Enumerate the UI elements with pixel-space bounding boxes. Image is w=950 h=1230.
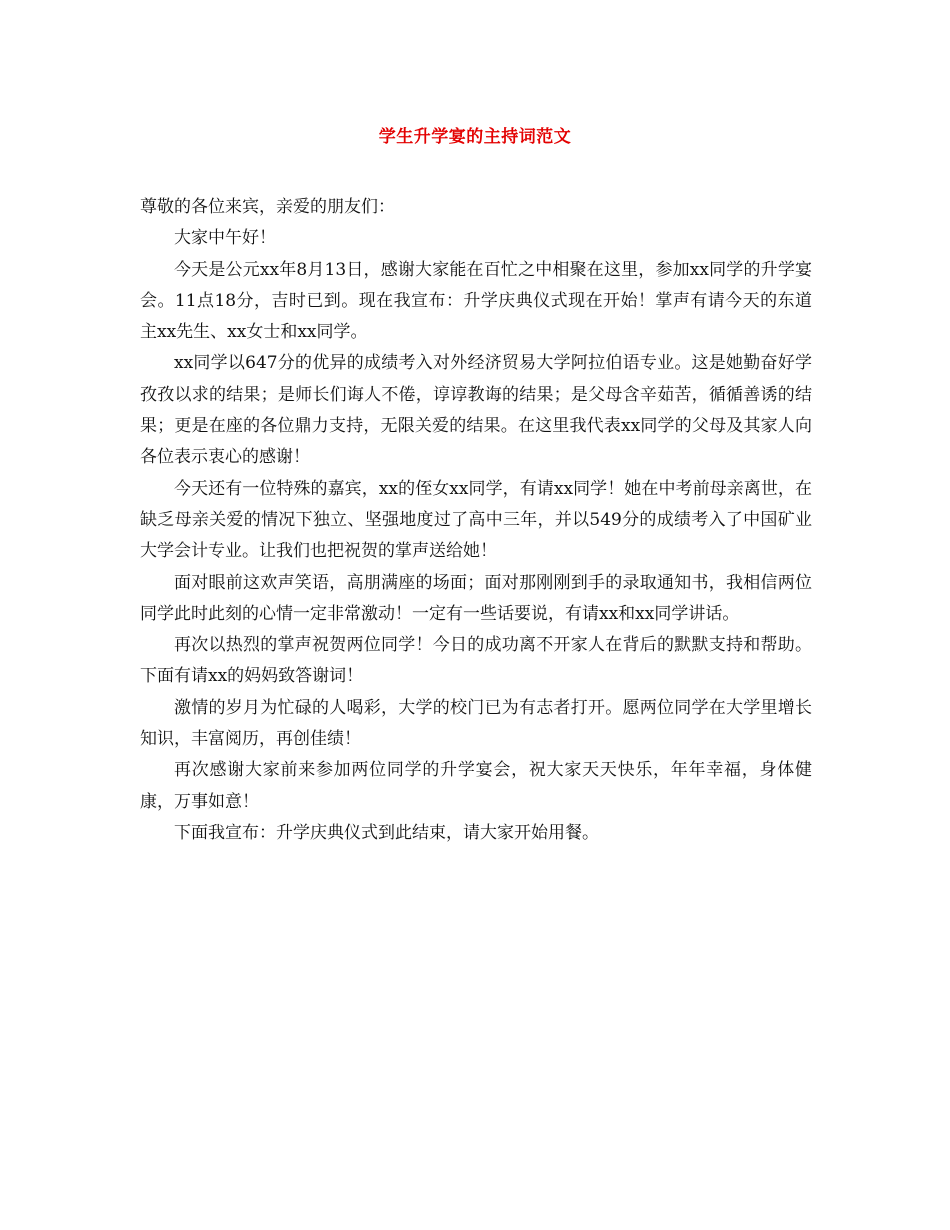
paragraph-speech-invite: 面对眼前这欢声笑语，高朋满座的场面；面对那刚刚到手的录取通知书，我相信两位同学此时此刻的心情一定非常激动！一定有一些话要说，有请xx和xx同学讲话。: [140, 572, 812, 624]
paragraph-greeting: 大家中午好！: [174, 228, 276, 249]
document-body: [140, 192, 812, 849]
paragraph-opening: 今天是公元xx年8月13日，感谢大家能在百忙之中相聚在这里，参加xx同学的升学宴会。11点18分，吉时已到。现在我宣布：升学庆典仪式现在开始！掌声有请今天的东道主xx先生、xx女士和xx同学。: [140, 259, 812, 343]
paragraph-thanks-speech: 再次以热烈的掌声祝贺两位同学！今日的成功离不开家人在背后的默默支持和帮助。下面有请xx的妈妈致答谢词！: [140, 635, 812, 687]
paragraph-wishes: 激情的岁月为忙碌的人喝彩，大学的校门已为有志者打开。愿两位同学在大学里增长知识，丰富阅历，再创佳绩！: [140, 697, 812, 750]
paragraph-gratitude: 再次感谢大家前来参加两位同学的升学宴会，祝大家天天快乐，年年幸福，身体健康，万事如意！: [140, 760, 812, 812]
document-title: 学生升学宴的主持词范文: [378, 127, 572, 147]
salutation: 尊敬的各位来宾，亲爱的朋友们：: [140, 197, 395, 217]
paragraph-achievement: xx同学以647分的优异的成绩考入对外经济贸易大学阿拉伯语专业。这是她勤奋好学孜孜以求的结果；是师长们诲人不倦，谆谆教诲的结果；是父母含辛茹苦，循循善诱的结果；更是在座的各位鼎力支持，无限关爱的结果。在这里我代表xx同学的父母及其家人向各位表示衷心的感谢！: [140, 353, 812, 468]
paragraph-closing: 下面我宣布：升学庆典仪式到此结束，请大家开始用餐。: [174, 822, 599, 843]
paragraph-special-guest: 今天还有一位特殊的嘉宾，xx的侄女xx同学，有请xx同学！她在中考前母亲离世，在缺乏母亲关爱的情况下独立、坚强地度过了高中三年，并以549分的成绩考入了中国矿业大学会计专业。让我们也把祝贺的掌声送给她！: [140, 478, 812, 562]
